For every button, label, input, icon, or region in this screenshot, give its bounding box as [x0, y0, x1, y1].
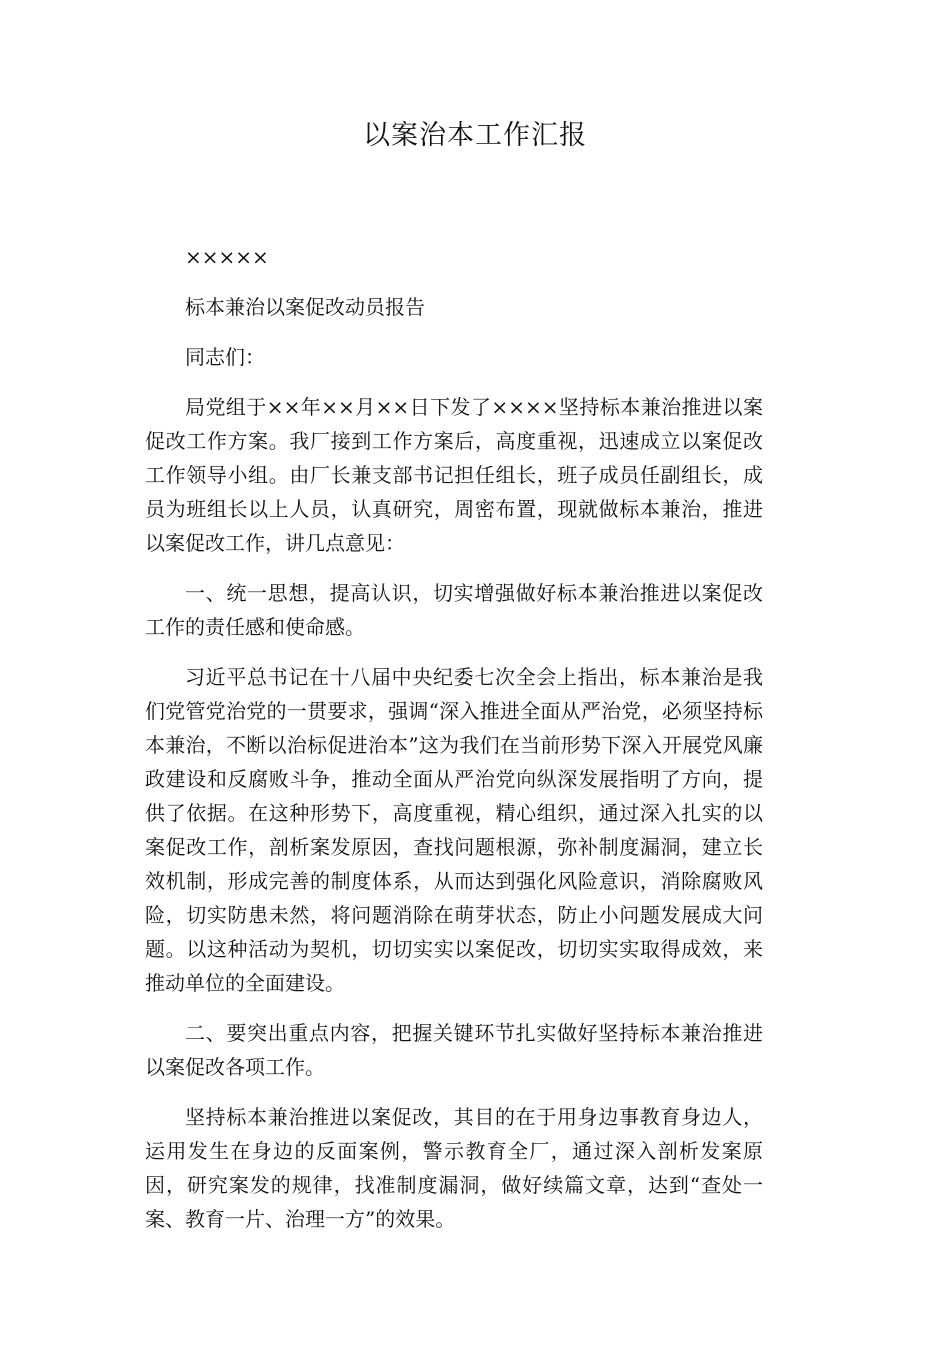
report-subtitle: 标本兼治以案促改动员报告 — [185, 295, 425, 319]
document-title: 以案治本工作汇报 — [363, 120, 587, 151]
document-body — [145, 240, 763, 1252]
section-heading-1: 一、统一思想，提高认识，切实增强做好标本兼治推进以案促改工作的责任感和使命感。 — [145, 581, 763, 639]
body-paragraph: 坚持标本兼治推进以案促改，其目的在于用身边事教育身边人，运用发生在身边的反面案例，警示教育全厂，通过深入剖析发案原因，研究案发的规律，找准制度漏洞，做好续篇文章，达到“查处一案、教育一片、治理一方”的效果。 — [145, 1105, 763, 1231]
author-placeholder: ××××× — [185, 245, 269, 269]
section-heading-2: 二、要突出重点内容，把握关键环节扎实做好坚持标本兼治推进以案促改各项工作。 — [145, 1021, 763, 1079]
body-paragraph: 习近平总书记在十八届中央纪委七次全会上指出，标本兼治是我们党管党治党的一贯要求，强调“深入推进全面从严治党，必须坚持标本兼治，不断以治标促进治本”这为我们在当前形势下深入开展党风廉政建设和反腐败斗争，推动全面从严治党向纵深发展指明了方向，提供了依据。在这种形势下，高度重视，精心组织，通过深入扎实的以案促改工作，剖析案发原因，查找问题根源，弥补制度漏洞，建立长效机制，形成完善的制度体系，从而达到强化风险意识，消除腐败风险，切实防患未然，将问题消除在萌芽状态，防止小问题发展成大问题。以这种活动为契机，切切实实以案促改，切切实实取得成效，来推动单位的全面建设。 — [145, 665, 763, 995]
salutation: 同志们： — [185, 345, 265, 369]
body-paragraph: 局党组于××年××月××日下发了××××坚持标本兼治推进以案促改工作方案。我厂接到工作方案后，高度重视，迅速成立以案促改工作领导小组。由厂长兼支部书记担任组长，班子成员任副组长，成员为班组长以上人员，认真研究，周密布置，现就做标本兼治，推进以案促改工作，讲几点意见： — [145, 395, 763, 555]
